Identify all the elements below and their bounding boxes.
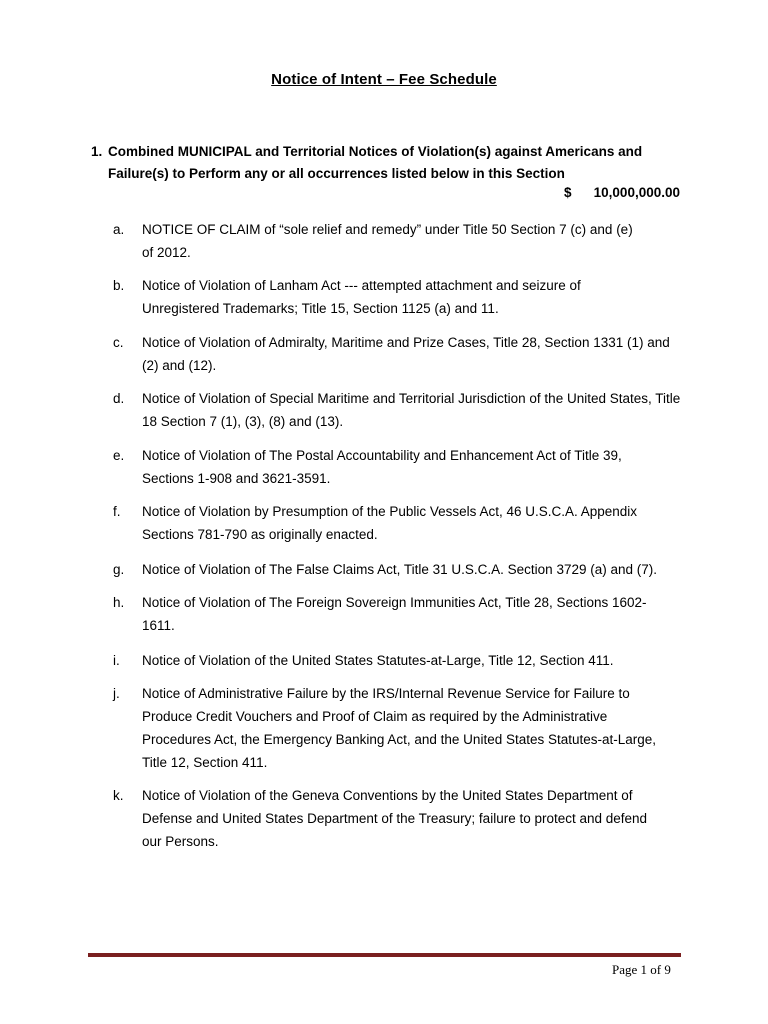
subitem-c <box>113 331 683 377</box>
subitem-d <box>113 387 683 433</box>
currency-symbol: $ <box>564 185 572 200</box>
subitem-text: Notice of Violation of the United States Statutes-at-Large, Title 12, Section 411. <box>142 653 614 668</box>
subitem-letter: a. <box>113 222 125 237</box>
item-text: Combined MUNICIPAL and Territorial Notices of Violation(s) against Americans and Failure(s) to Perform any or all occurrences listed below in this Section <box>108 144 643 181</box>
subitem-k <box>113 784 683 853</box>
subitem-letter: d. <box>113 391 125 406</box>
subitem-text: Notice of Violation of The False Claims Act, Title 31 U.S.C.A. Section 3729 (a) and (7). <box>142 562 657 577</box>
subitem-letter: e. <box>113 448 125 463</box>
subitem-text: Notice of Violation of Special Maritime and Territorial Jurisdiction of the United States, Title 18 Section 7 (1), (3), (8) and (13). <box>142 391 681 429</box>
subitem-a <box>113 218 683 264</box>
subitem-h <box>113 591 683 637</box>
subitem-text: NOTICE OF CLAIM of “sole relief and remedy” under Title 50 Section 7 (c) and (e) of 2012. <box>142 222 633 260</box>
subitem-j <box>113 682 683 774</box>
subitem-text: Notice of Violation of The Postal Accountability and Enhancement Act of Title 39, Sections 1-908 and 3621-3591. <box>142 448 622 486</box>
subitem-letter: f. <box>113 504 121 519</box>
subitem-f <box>113 500 683 546</box>
subitem-text: Notice of Violation of the Geneva Conventions by the United States Department of Defense and United States Department of the Treasury; failure to protect and defend our Persons. <box>142 788 648 849</box>
item-number: 1. <box>91 144 103 159</box>
subitem-g <box>113 558 683 581</box>
subitem-i <box>113 649 683 672</box>
subitem-text: Notice of Violation of Lanham Act --- attempted attachment and seizure of Unregistered Trademarks; Title 15, Section 1125 (a) and 11. <box>142 278 581 316</box>
subitem-text: Notice of Violation by Presumption of the Public Vessels Act, 46 U.S.C.A. Appendix Sections 781-790 as originally enacted. <box>142 504 638 542</box>
subitem-text: Notice of Violation of The Foreign Sovereign Immunities Act, Title 28, Sections 1602-1611. <box>142 595 647 633</box>
subitem-letter: b. <box>113 278 125 293</box>
subitem-letter: c. <box>113 335 124 350</box>
subitem-letter: i. <box>113 653 120 668</box>
subitem-text: Notice of Violation of Admiralty, Maritime and Prize Cases, Title 28, Section 1331 (1) and (2) and (12). <box>142 335 670 373</box>
subitem-text: Notice of Administrative Failure by the IRS/Internal Revenue Service for Failure to Produce Credit Vouchers and Proof of Claim as required by the Administrative Procedures Act, the Emergency Banking Act, and the United States Statutes-at-Large, Title 12, Section 411. <box>142 686 657 770</box>
page-number: Page 1 of 9 <box>612 962 671 977</box>
document-title: Notice of Intent – Fee Schedule <box>271 71 497 88</box>
amount-value: 10,000,000.00 <box>593 185 680 200</box>
subitem-letter: g. <box>113 562 125 577</box>
subitem-e <box>113 444 683 490</box>
section-item-1 <box>91 141 691 185</box>
footer-rule <box>88 953 681 957</box>
subitem-letter: h. <box>113 595 125 610</box>
subitem-b <box>113 274 683 320</box>
subitem-letter: j. <box>113 686 120 701</box>
subitem-letter: k. <box>113 788 124 803</box>
